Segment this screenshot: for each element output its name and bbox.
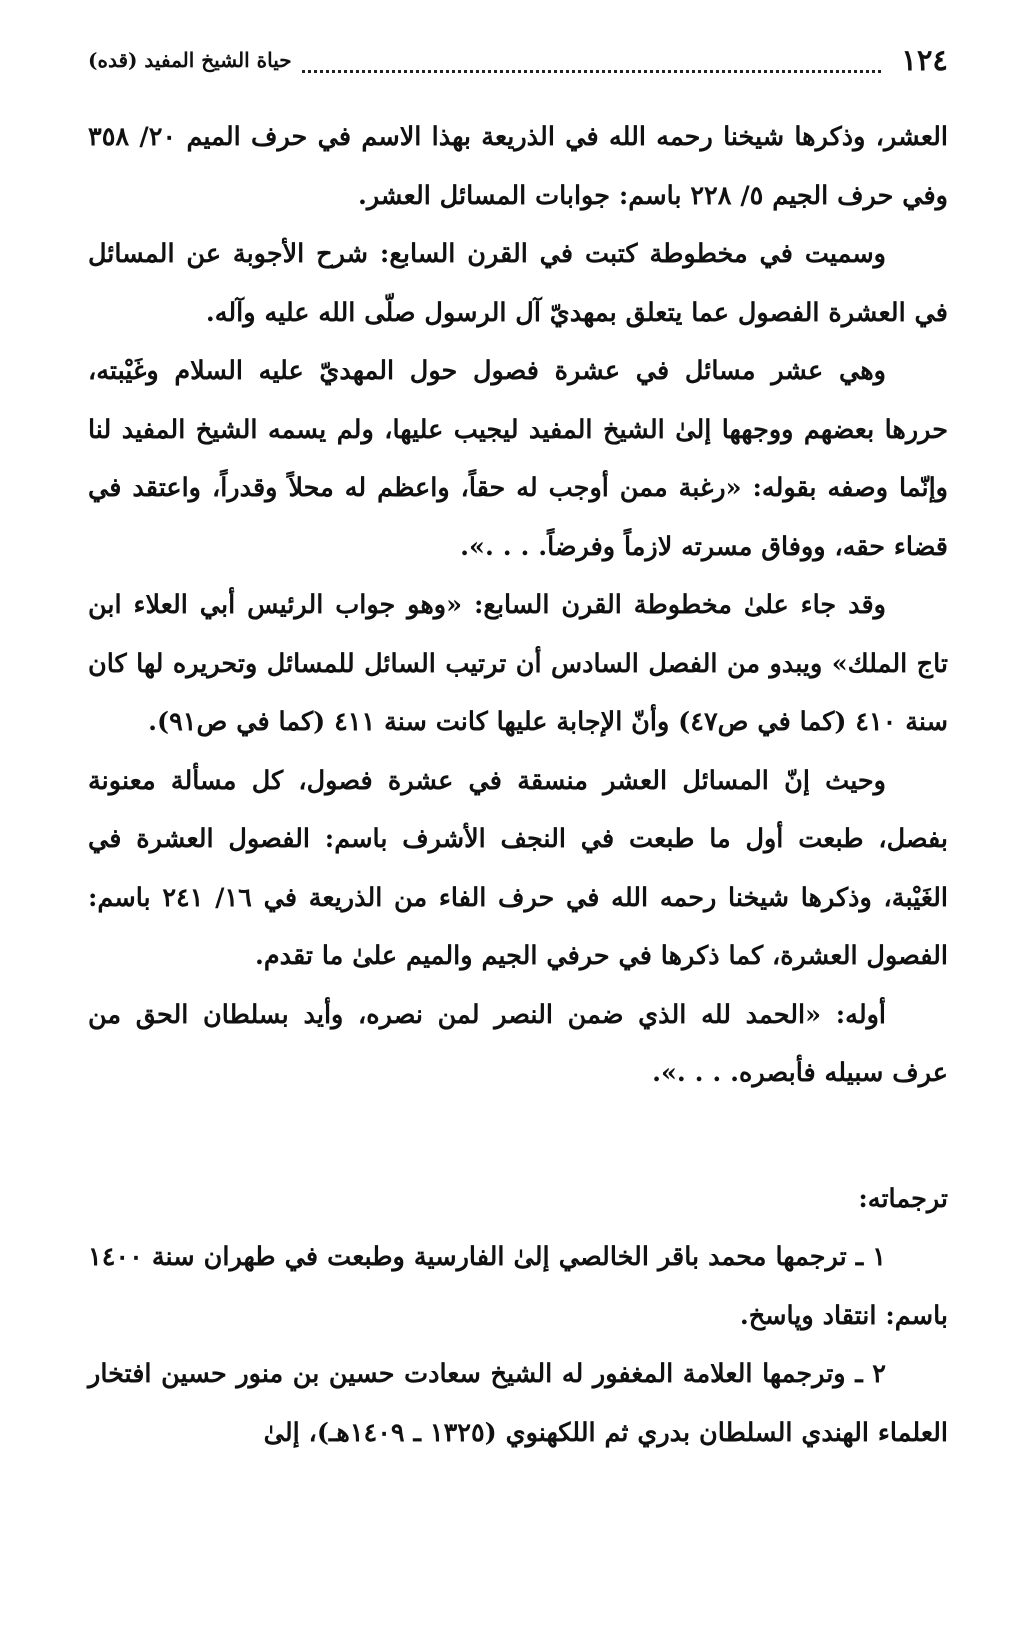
paragraph-1: العشر، وذكرها شيخنا رحمه الله في الذريعة بهذا الاسم في حرف الميم ٢٠/ ٣٥٨ وفي حرف الجيم ٥/ ٢٢٨ باسم: جوابات المسائل العشر.: [88, 122, 948, 211]
main-text: [88, 108, 948, 1103]
paragraph-2: وسميت في مخطوطة كتبت في القرن السابع: شرح الأجوبة عن المسائل في العشرة الفصول عما يتعلق بمهديّ آل الرسول صلّى الله عليه وآله.: [88, 239, 948, 328]
running-header: [88, 38, 948, 82]
paragraph-4: وقد جاء علىٰ مخطوطة القرن السابع: «وهو جواب الرئيس أبي العلاء ابن تاج الملك» ويبدو من الفصل السادس أن ترتيب السائل للمسائل وتحريره لها كان سنة ٤١٠ (كما في ص٤٧) وأنّ الإجابة عليها كانت سنة ٤١١ (كما في ص٩١).: [88, 590, 948, 737]
translation-item-1: ١ ـ ترجمها محمد باقر الخالصي إلىٰ الفارسية وطبعت في طهران سنة ١٤٠٠ باسم: انتقاد وپاسخ.: [88, 1242, 948, 1331]
translation-item-2: ٢ ـ وترجمها العلامة المغفور له الشيخ سعادت حسين بن منور حسين افتخار العلماء الهندي السلطان بدري ثم اللكهنوي (١٣٢٥ ـ ١٤٠٩هـ)، إلىٰ: [88, 1359, 948, 1448]
header-dot-leader: [302, 48, 882, 73]
page-number: ١٢٤: [901, 43, 948, 77]
paragraph-5: وحيث إنّ المسائل العشر منسقة في عشرة فصول، كل مسألة معنونة بفصل، طبعت أول ما طبعت في النجف الأشرف باسم: الفصول العشرة في الغَيْبة، وذكرها شيخنا رحمه الله في حرف الفاء من الذريعة في ١٦/ ٢٤١ باسم: الفصول العشرة، كما ذكرها في حرفي الجيم والميم علىٰ ما تقدم.: [88, 765, 948, 971]
paragraph-3: وهي عشر مسائل في عشرة فصول حول المهديّ عليه السلام وغَيْبته، حررها بعضهم ووجهها إلىٰ الشيخ المفيد ليجيب عليها، ولم يسمه الشيخ المفيد لنا وإنّما وصفه بقوله: «رغبة ممن أوجب له حقاً، واعظم له محلاً وقدراً، واعتقد في قضاء حقه، ووفاق مسرته لازماً وفرضاً. . . .».: [88, 356, 948, 562]
running-title: حياة الشيخ المفيد (قده): [88, 48, 292, 72]
translations-list: [88, 1228, 948, 1462]
paragraph-6: أوله: «الحمد لله الذي ضمن النصر لمن نصره، وأيد بسلطان الحق من عرف سبيله فأبصره. . . .».: [88, 999, 948, 1088]
section-heading: ترجماته:: [858, 1184, 948, 1214]
